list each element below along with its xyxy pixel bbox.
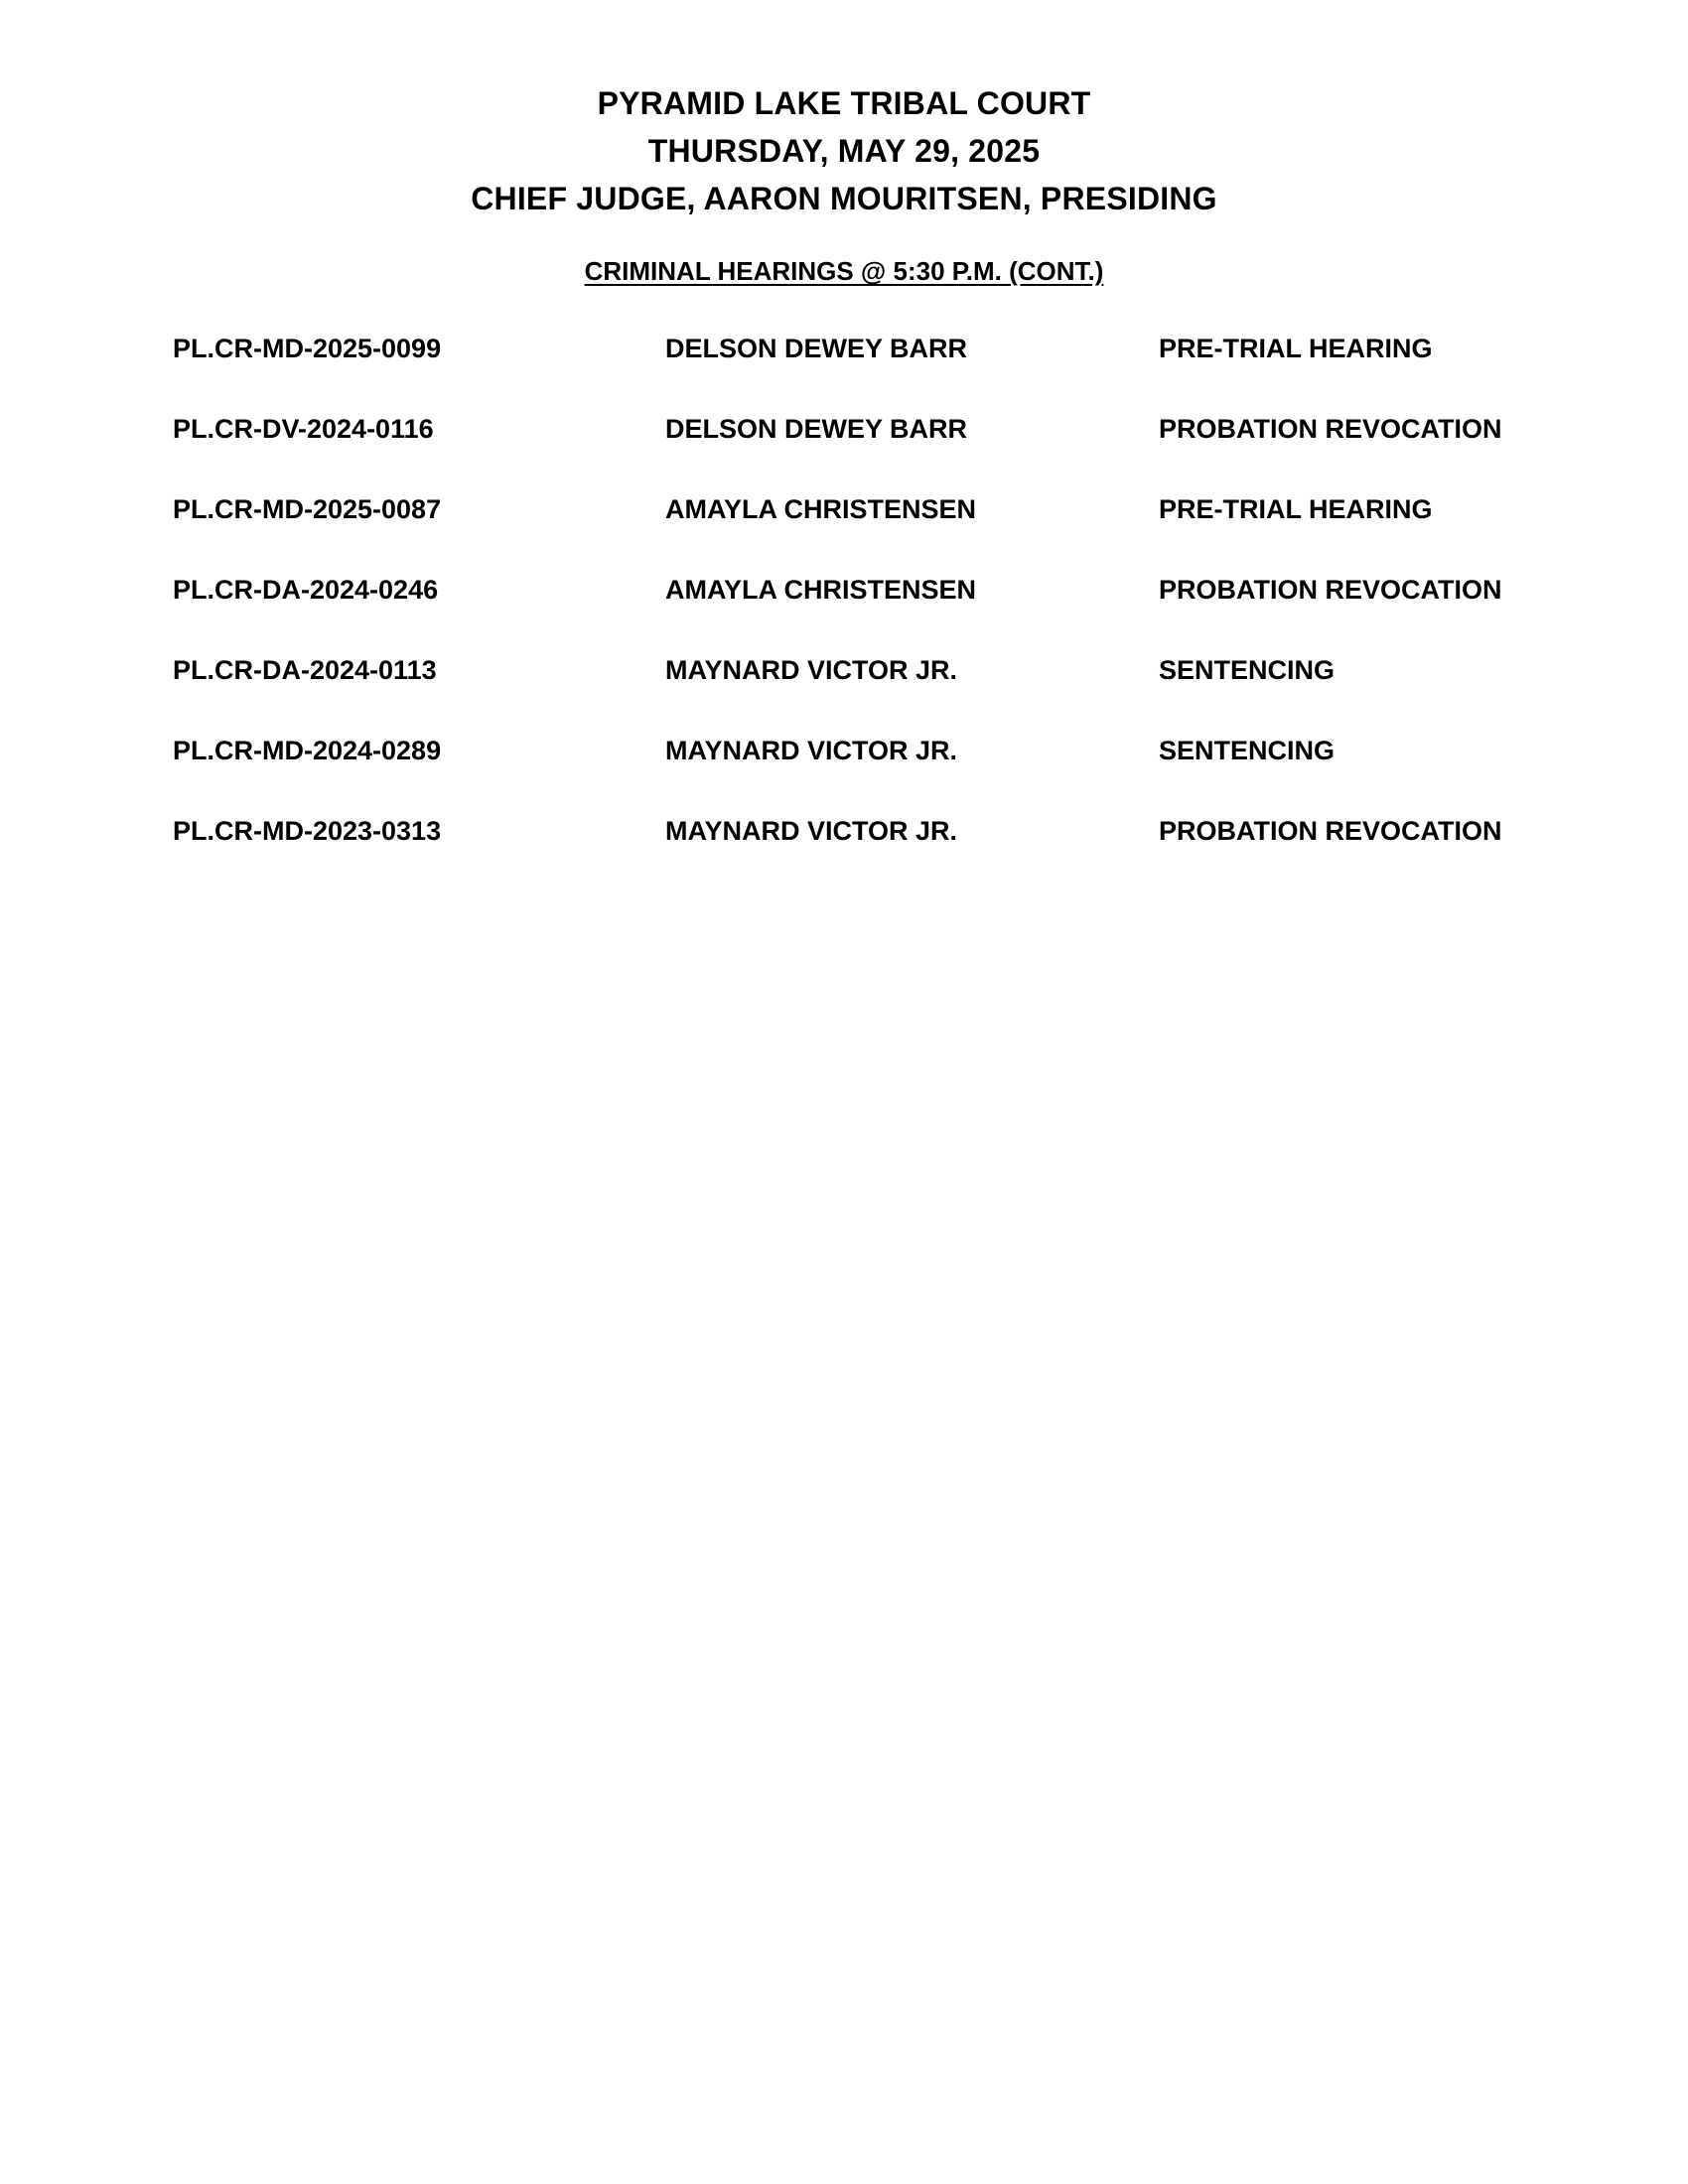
case-number: PL.CR-MD-2025-0087: [173, 494, 442, 524]
section-heading: CRIMINAL HEARINGS @ 5:30 P.M. (CONT.): [584, 256, 1104, 286]
case-list: [173, 334, 1583, 896]
case-row: [173, 334, 1583, 414]
court-title: PYRAMID LAKE TRIBAL COURT: [597, 85, 1091, 121]
hearing-type: PROBATION REVOCATION: [1159, 816, 1502, 846]
defendant-name: AMAYLA CHRISTENSEN: [665, 494, 977, 524]
hearing-type: PRE-TRIAL HEARING: [1159, 494, 1433, 524]
defendant-name: AMAYLA CHRISTENSEN: [665, 575, 977, 605]
document-header: [0, 79, 1688, 222]
case-row: [173, 655, 1583, 736]
hearing-type: PROBATION REVOCATION: [1159, 575, 1502, 605]
case-row: [173, 414, 1583, 494]
hearing-date: THURSDAY, MAY 29, 2025: [647, 133, 1041, 169]
defendant-name: MAYNARD VICTOR JR.: [665, 816, 958, 846]
hearing-type: SENTENCING: [1159, 655, 1336, 685]
case-number: PL.CR-DV-2024-0116: [173, 414, 434, 444]
defendant-name: MAYNARD VICTOR JR.: [665, 655, 958, 685]
case-row: [173, 575, 1583, 655]
case-number: PL.CR-MD-2025-0099: [173, 334, 442, 363]
hearing-type: PROBATION REVOCATION: [1159, 414, 1502, 444]
hearing-type: SENTENCING: [1159, 736, 1336, 765]
case-row: [173, 816, 1583, 896]
hearing-type: PRE-TRIAL HEARING: [1159, 334, 1433, 363]
case-row: [173, 494, 1583, 575]
defendant-name: MAYNARD VICTOR JR.: [665, 736, 958, 765]
case-number: PL.CR-DA-2024-0246: [173, 575, 439, 605]
defendant-name: DELSON DEWEY BARR: [665, 414, 968, 444]
case-number: PL.CR-MD-2024-0289: [173, 736, 442, 765]
presiding-judge: CHIEF JUDGE, AARON MOURITSEN, PRESIDING: [471, 181, 1217, 216]
defendant-name: DELSON DEWEY BARR: [665, 334, 968, 363]
case-number: PL.CR-DA-2024-0113: [173, 655, 437, 685]
case-number: PL.CR-MD-2023-0313: [173, 816, 442, 846]
case-row: [173, 736, 1583, 816]
